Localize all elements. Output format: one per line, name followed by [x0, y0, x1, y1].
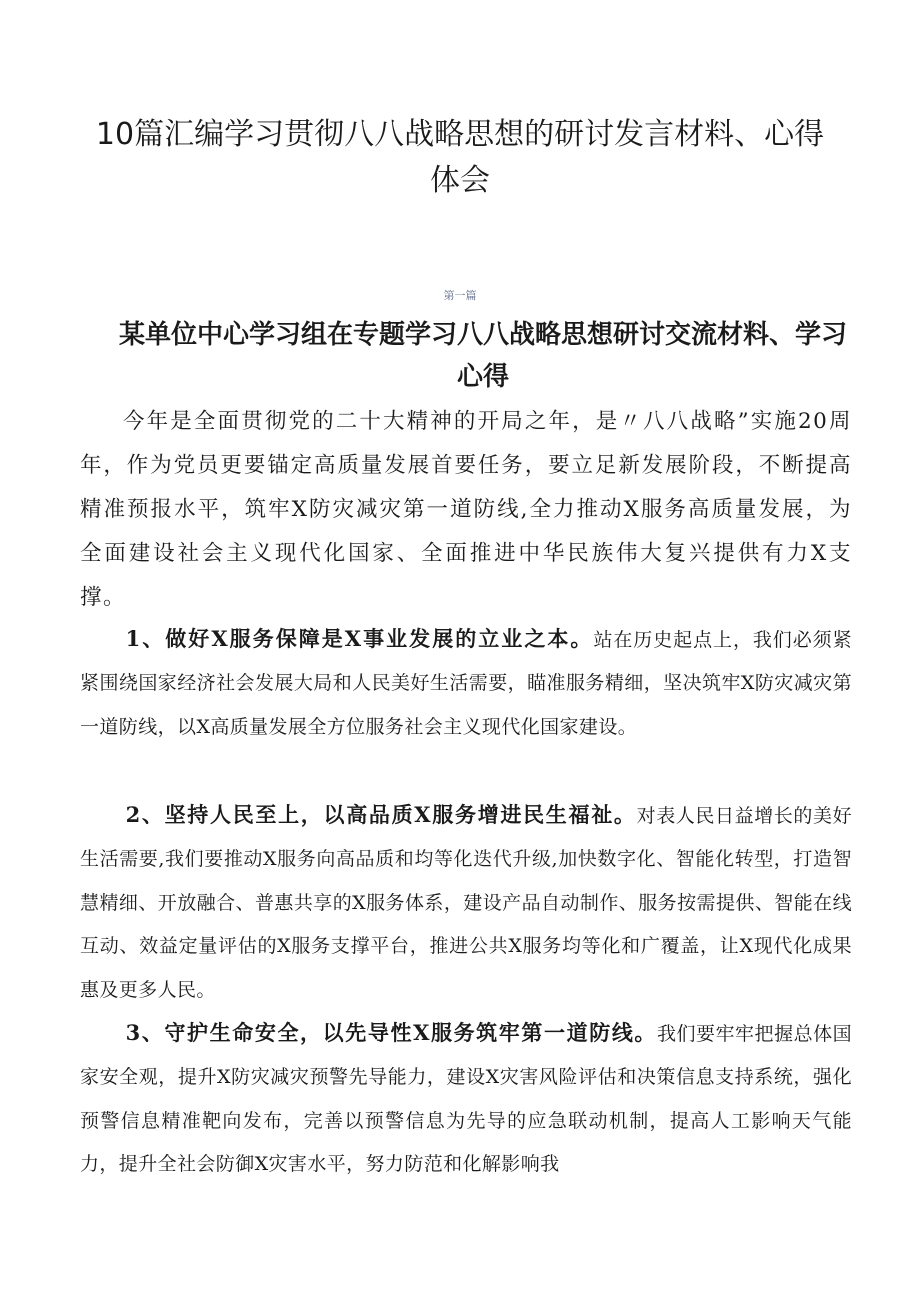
paragraph-1	[80, 617, 852, 749]
paragraph-3	[80, 1011, 852, 1187]
paragraph-3-lead: 3、守护生命安全，以先导性X服务筑牢第一道防线。	[125, 1020, 658, 1045]
intro-paragraph: 今年是全面贯彻党的二十大精神的开局之年，是〃八八战略”实施20周年，作为党员更要锚定高质量发展首要任务，要立足新发展阶段，不断提高精准预报水平，筑牢X防灾减灾第一道防线,全力推动X服务高质量发展，为全面建设社会主义现代化国家、全面推进中华民族伟大复兴提供有力X支撑。	[80, 409, 852, 610]
section-label: 第一篇	[443, 289, 477, 302]
section-title: 某单位中心学习组在专题学习八八战略思想研讨交流材料、学习心得	[118, 320, 847, 392]
paragraph-3-body: 我们要牢牢把握总体国家安全观，提升X防灾减灾预警先导能力，建设X灾害风险评估和决策信息支持系统，强化预警信息精准靶向发布，完善以预警信息为先导的应急联动机制，提高人工影响天气能力，提升全社会防御X灾害水平，努力防范和化解影响我	[80, 1023, 852, 1176]
paragraph-1-body: 站在历史起点上，我们必须紧紧围绕国家经济社会发展大局和人民美好生活需要，瞄准服务精细，坚决筑牢X防灾减灾第一道防线，以X高质量发展全方位服务社会主义现代化国家建设。	[80, 629, 853, 738]
paragraph-2-body: 对表人民日益增长的美好生活需要,我们要推动X服务向高品质和均等化迭代升级,加快数字化、智能化转型，打造智慧精细、开放融合、普惠共享的X服务体系，建设产品自动制作、服务按需提供、智能在线互动、效益定量评估的X服务支撑平台，推进公共X服务均等化和广覆盖，让X现代化成果惠及更多人民。	[80, 805, 852, 1001]
paragraph-1-lead: 1、做好X服务保障是X事业发展的立业之本。	[125, 626, 594, 651]
document-title: 10篇汇编学习贯彻八八战略思想的研讨发言材料、心得体会	[95, 117, 825, 198]
paragraph-2	[80, 793, 852, 1012]
paragraph-2-lead: 2、坚持人民至上，以高品质X服务增进民生福祉。	[125, 802, 637, 827]
